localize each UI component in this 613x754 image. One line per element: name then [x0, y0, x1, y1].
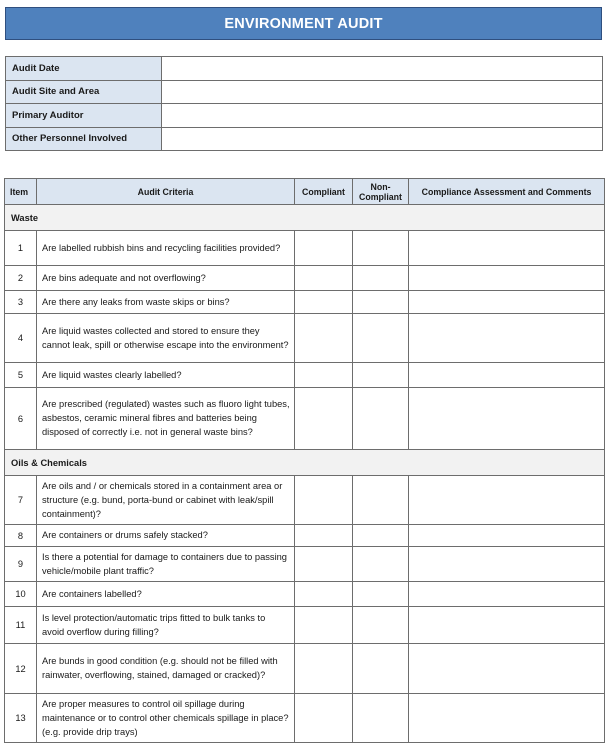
- non-compliant-cell[interactable]: [353, 231, 409, 266]
- column-header-non-compliant: Non-Compliant: [353, 179, 409, 205]
- non-compliant-cell[interactable]: [353, 388, 409, 450]
- table-row: [5, 607, 605, 644]
- section-row-oils-chemicals: [5, 450, 605, 476]
- info-row-primary-auditor: [6, 104, 603, 128]
- non-compliant-cell[interactable]: [353, 266, 409, 291]
- compliant-cell[interactable]: [295, 607, 353, 644]
- audit-site-field[interactable]: [162, 80, 603, 104]
- page-title: ENVIRONMENT AUDIT: [5, 7, 602, 40]
- column-header-item: Item: [5, 179, 37, 205]
- table-row: [5, 266, 605, 291]
- item-number: 4: [5, 314, 37, 363]
- non-compliant-cell[interactable]: [353, 314, 409, 363]
- info-label: Audit Date: [6, 57, 162, 81]
- non-compliant-cell[interactable]: [353, 547, 409, 582]
- table-row: [5, 547, 605, 582]
- non-compliant-cell[interactable]: [353, 607, 409, 644]
- comments-cell[interactable]: [409, 314, 605, 363]
- primary-auditor-field[interactable]: [162, 104, 603, 128]
- item-number: 9: [5, 547, 37, 582]
- table-row: [5, 694, 605, 743]
- item-number: 10: [5, 582, 37, 607]
- comments-cell[interactable]: [409, 582, 605, 607]
- criteria-text: Are containers or drums safely stacked?: [37, 525, 295, 547]
- criteria-text: Is level protection/automatic trips fitted to bulk tanks to avoid overflow during filling?: [37, 607, 295, 644]
- compliant-cell[interactable]: [295, 266, 353, 291]
- comments-cell[interactable]: [409, 291, 605, 314]
- comments-cell[interactable]: [409, 476, 605, 525]
- compliant-cell[interactable]: [295, 388, 353, 450]
- criteria-text: Are bins adequate and not overflowing?: [37, 266, 295, 291]
- criteria-text: Are bunds in good condition (e.g. should not be filled with rainwater, overflowing, stained, damaged or cracked)?: [37, 644, 295, 694]
- non-compliant-cell[interactable]: [353, 363, 409, 388]
- item-number: 11: [5, 607, 37, 644]
- item-number: 3: [5, 291, 37, 314]
- item-number: 5: [5, 363, 37, 388]
- table-row: [5, 291, 605, 314]
- table-row: [5, 582, 605, 607]
- table-row: [5, 231, 605, 266]
- comments-cell[interactable]: [409, 388, 605, 450]
- column-header-compliant: Compliant: [295, 179, 353, 205]
- compliant-cell[interactable]: [295, 694, 353, 743]
- comments-cell[interactable]: [409, 363, 605, 388]
- table-row: [5, 644, 605, 694]
- comments-cell[interactable]: [409, 547, 605, 582]
- criteria-text: Are labelled rubbish bins and recycling facilities provided?: [37, 231, 295, 266]
- criteria-text: Is there a potential for damage to containers due to passing vehicle/mobile plant traffic?: [37, 547, 295, 582]
- table-row: [5, 476, 605, 525]
- info-label: Audit Site and Area: [6, 80, 162, 104]
- criteria-text: Are oils and / or chemicals stored in a containment area or structure (e.g. bund, porta-bund or cabinet with leak/spill containment)?: [37, 476, 295, 525]
- non-compliant-cell[interactable]: [353, 644, 409, 694]
- audit-date-field[interactable]: [162, 57, 603, 81]
- info-row-other-personnel: [6, 127, 603, 151]
- column-header-comments: Compliance Assessment and Comments: [409, 179, 605, 205]
- criteria-text: Are liquid wastes clearly labelled?: [37, 363, 295, 388]
- section-heading: Waste: [5, 205, 605, 231]
- criteria-text: Are liquid wastes collected and stored to ensure they cannot leak, spill or otherwise escape into the environment?: [37, 314, 295, 363]
- audit-info-table: [5, 56, 603, 151]
- item-number: 12: [5, 644, 37, 694]
- item-number: 13: [5, 694, 37, 743]
- comments-cell[interactable]: [409, 694, 605, 743]
- comments-cell[interactable]: [409, 607, 605, 644]
- non-compliant-cell[interactable]: [353, 291, 409, 314]
- info-label: Other Personnel Involved: [6, 127, 162, 151]
- item-number: 1: [5, 231, 37, 266]
- audit-criteria-table: [4, 178, 605, 743]
- table-row: [5, 314, 605, 363]
- table-row: [5, 363, 605, 388]
- compliant-cell[interactable]: [295, 476, 353, 525]
- table-header-row: [5, 179, 605, 205]
- criteria-text: Are there any leaks from waste skips or bins?: [37, 291, 295, 314]
- comments-cell[interactable]: [409, 644, 605, 694]
- other-personnel-field[interactable]: [162, 127, 603, 151]
- item-number: 2: [5, 266, 37, 291]
- compliant-cell[interactable]: [295, 314, 353, 363]
- info-label: Primary Auditor: [6, 104, 162, 128]
- section-heading: Oils & Chemicals: [5, 450, 605, 476]
- non-compliant-cell[interactable]: [353, 694, 409, 743]
- info-row-audit-site: [6, 80, 603, 104]
- item-number: 6: [5, 388, 37, 450]
- column-header-criteria: Audit Criteria: [37, 179, 295, 205]
- non-compliant-cell[interactable]: [353, 525, 409, 547]
- comments-cell[interactable]: [409, 266, 605, 291]
- section-row-waste: [5, 205, 605, 231]
- compliant-cell[interactable]: [295, 582, 353, 607]
- compliant-cell[interactable]: [295, 644, 353, 694]
- table-row: [5, 388, 605, 450]
- compliant-cell[interactable]: [295, 291, 353, 314]
- info-row-audit-date: [6, 57, 603, 81]
- comments-cell[interactable]: [409, 525, 605, 547]
- compliant-cell[interactable]: [295, 231, 353, 266]
- item-number: 8: [5, 525, 37, 547]
- compliant-cell[interactable]: [295, 525, 353, 547]
- item-number: 7: [5, 476, 37, 525]
- compliant-cell[interactable]: [295, 363, 353, 388]
- non-compliant-cell[interactable]: [353, 476, 409, 525]
- criteria-text: Are proper measures to control oil spillage during maintenance or to control other chemicals spillage in place? (e.g. provide drip trays): [37, 694, 295, 743]
- non-compliant-cell[interactable]: [353, 582, 409, 607]
- criteria-text: Are containers labelled?: [37, 582, 295, 607]
- comments-cell[interactable]: [409, 231, 605, 266]
- criteria-text: Are prescribed (regulated) wastes such as fluoro light tubes, asbestos, ceramic mineral fibres and batteries being disposed of correctly i.e. not in general waste bins?: [37, 388, 295, 450]
- table-row: [5, 525, 605, 547]
- compliant-cell[interactable]: [295, 547, 353, 582]
